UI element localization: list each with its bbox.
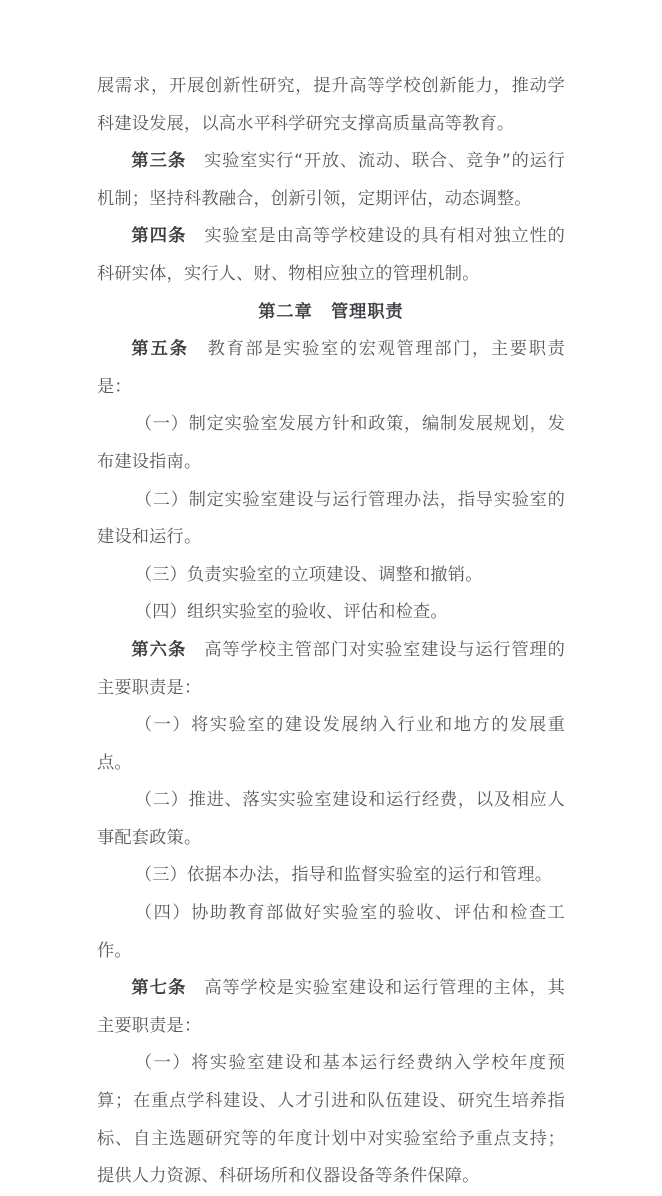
article-paragraph-5: [97, 331, 565, 406]
article-label-5: 第五条: [131, 339, 189, 360]
article-text-3: 实验室实行“开放、流动、联合、竞争”的运行机制；坚持科教融合，创新引领，定期评估，动态调整。: [97, 151, 565, 209]
article-text-7: 高等学校是实验室建设和运行管理的主体，其主要职责是：: [97, 978, 565, 1036]
article-paragraph-6: [97, 632, 565, 707]
list-item: （二）制定实验室建设与运行管理办法，指导实验室的建设和运行。: [97, 489, 565, 548]
list-item: （四）协助教育部做好实验室的验收、评估和检查工作。: [97, 903, 565, 961]
list-item: （一）将实验室的建设发展纳入行业和地方的发展重点。: [97, 715, 565, 773]
article-paragraph-7: [97, 970, 565, 1045]
document-body: [97, 68, 565, 1196]
article-label-4: 第四条: [131, 226, 187, 247]
continuation-paragraph: 展需求，开展创新性研究，提升高等学校创新能力，推动学科建设发展，以高水平科学研究支撑高质量高等教育。: [97, 76, 565, 134]
article-label-3: 第三条: [131, 151, 187, 172]
article-text-5: 教育部是实验室的宏观管理部门，主要职责是：: [97, 339, 565, 397]
article-label-6: 第六条: [131, 639, 187, 660]
article-paragraph-3: [97, 143, 565, 218]
list-item: （四）组织实验室的验收、评估和检查。: [134, 602, 448, 623]
article-label-7: 第七条: [131, 978, 187, 999]
list-item: （一）将实验室建设和基本运行经费纳入学校年度预算；在重点学科建设、人才引进和队伍建设、研究生培养指标、自主选题研究等的年度计划中对实验室给予重点支持；提供人力资源、科研场所和仪器设备等条件保障。: [97, 1053, 565, 1187]
article-paragraph-4: [97, 218, 565, 293]
list-item: （二）推进、落实实验室建设和运行经费，以及相应人事配套政策。: [97, 790, 565, 848]
list-item: （三）负责实验室的立项建设、调整和撤销。: [134, 564, 483, 585]
chapter-heading: 第二章 管理职责: [258, 301, 404, 322]
list-item: （三）依据本办法，指导和监督实验室的运行和管理。: [134, 865, 553, 886]
list-item: （一）制定实验室发展方针和政策，编制发展规划，发布建设指南。: [97, 414, 565, 472]
article-text-6: 高等学校主管部门对实验室建设与运行管理的主要职责是：: [97, 639, 565, 698]
article-text-4: 实验室是由高等学校建设的具有相对独立性的科研实体，实行人、财、物相应独立的管理机制。: [97, 226, 565, 284]
